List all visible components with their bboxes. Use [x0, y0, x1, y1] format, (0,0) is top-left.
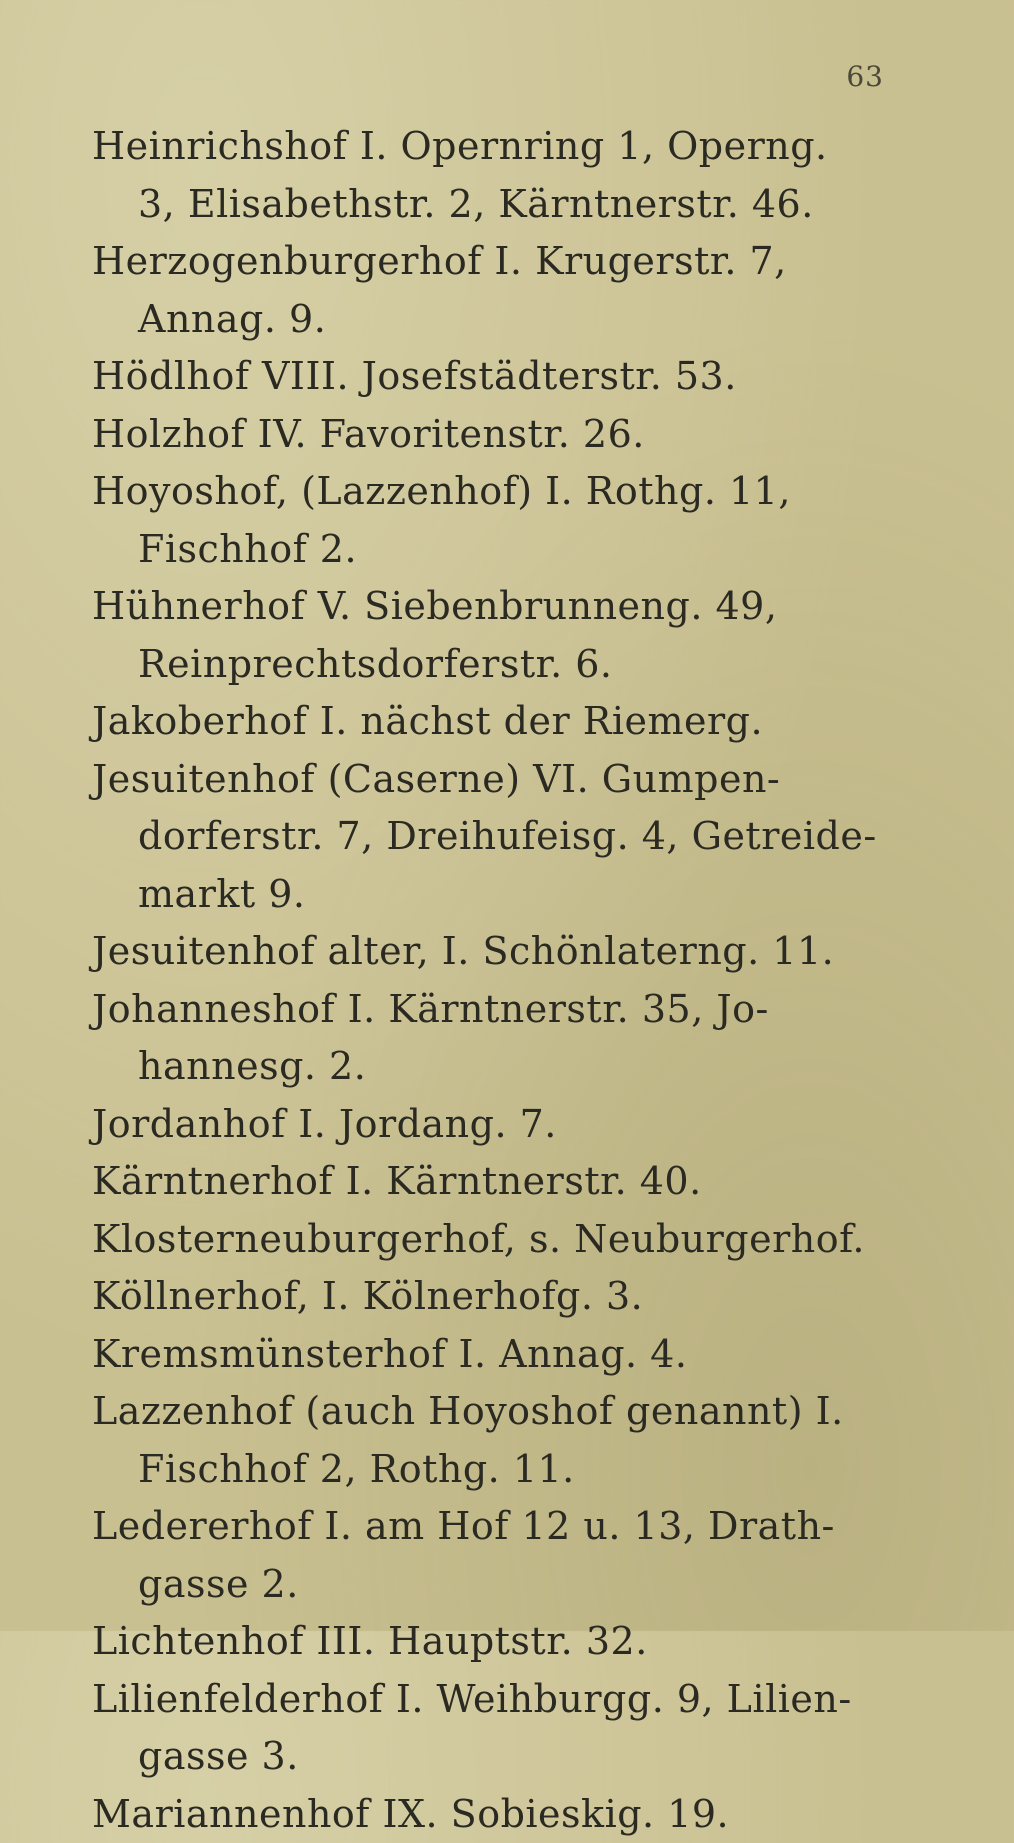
directory-entry — [92, 1211, 892, 1269]
entry-line: Klosterneuburgerhof, s. Neuburgerhof. — [92, 1211, 892, 1269]
entry-line: Kremsmünsterhof I. Annag. 4. — [92, 1326, 892, 1384]
entry-line-continuation: hannesg. 2. — [92, 1038, 892, 1096]
entry-line: Jordanhof I. Jordang. 7. — [92, 1096, 892, 1154]
directory-entry — [92, 1096, 892, 1154]
directory-entry — [92, 118, 892, 233]
entry-line: Lilienfelderhof I. Weihburgg. 9, Lilien- — [92, 1671, 892, 1729]
directory-entry — [92, 1786, 892, 1843]
page-number: 63 — [846, 60, 884, 93]
directory-entry — [92, 578, 892, 693]
entry-line-continuation: Fischhof 2. — [92, 521, 892, 579]
directory-entry — [92, 751, 892, 924]
directory-entry — [92, 348, 892, 406]
entry-line-continuation: Annag. 9. — [92, 291, 892, 349]
entry-line: Kärntnerhof I. Kärntnerstr. 40. — [92, 1153, 892, 1211]
entry-line: Jesuitenhof alter, I. Schönlaterng. 11. — [92, 923, 892, 981]
entry-line-continuation: gasse 2. — [92, 1556, 892, 1614]
entry-line: Lichtenhof III. Hauptstr. 32. — [92, 1613, 892, 1671]
directory-entries — [92, 118, 892, 1843]
directory-entry — [92, 1613, 892, 1671]
entry-line-continuation: Reinprechtsdorferstr. 6. — [92, 636, 892, 694]
directory-entry — [92, 1498, 892, 1613]
entry-line: Herzogenburgerhof I. Krugerstr. 7, — [92, 233, 892, 291]
directory-entry — [92, 233, 892, 348]
entry-line-continuation: 3, Elisabethstr. 2, Kärntnerstr. 46. — [92, 176, 892, 234]
directory-entry — [92, 1671, 892, 1786]
directory-entry — [92, 981, 892, 1096]
directory-entry — [92, 1383, 892, 1498]
entry-line: Hühnerhof V. Siebenbrunneng. 49, — [92, 578, 892, 636]
entry-line: Hoyoshof, (Lazzenhof) I. Rothg. 11, — [92, 463, 892, 521]
entry-line: Heinrichshof I. Opernring 1, Operng. — [92, 118, 892, 176]
entry-line-continuation: markt 9. — [92, 866, 892, 924]
entry-line-continuation: Fischhof 2, Rothg. 11. — [92, 1441, 892, 1499]
directory-entry — [92, 693, 892, 751]
entry-line: Ledererhof I. am Hof 12 u. 13, Drath- — [92, 1498, 892, 1556]
directory-entry — [92, 406, 892, 464]
directory-entry — [92, 463, 892, 578]
entry-line: Johanneshof I. Kärntnerstr. 35, Jo- — [92, 981, 892, 1039]
entry-line-continuation: dorferstr. 7, Dreihufeisg. 4, Getreide- — [92, 808, 892, 866]
entry-line: Köllnerhof, I. Kölnerhofg. 3. — [92, 1268, 892, 1326]
directory-entry — [92, 1153, 892, 1211]
directory-entry — [92, 1326, 892, 1384]
entry-line: Jakoberhof I. nächst der Riemerg. — [92, 693, 892, 751]
directory-entry — [92, 923, 892, 981]
entry-line: Jesuitenhof (Caserne) VI. Gumpen- — [92, 751, 892, 809]
entry-line-continuation: gasse 3. — [92, 1728, 892, 1786]
entry-line: Holzhof IV. Favoritenstr. 26. — [92, 406, 892, 464]
entry-line: Mariannenhof IX. Sobieskig. 19. — [92, 1786, 892, 1843]
entry-line: Hödlhof VIII. Josefstädterstr. 53. — [92, 348, 892, 406]
directory-entry — [92, 1268, 892, 1326]
entry-line: Lazzenhof (auch Hoyoshof genannt) I. — [92, 1383, 892, 1441]
